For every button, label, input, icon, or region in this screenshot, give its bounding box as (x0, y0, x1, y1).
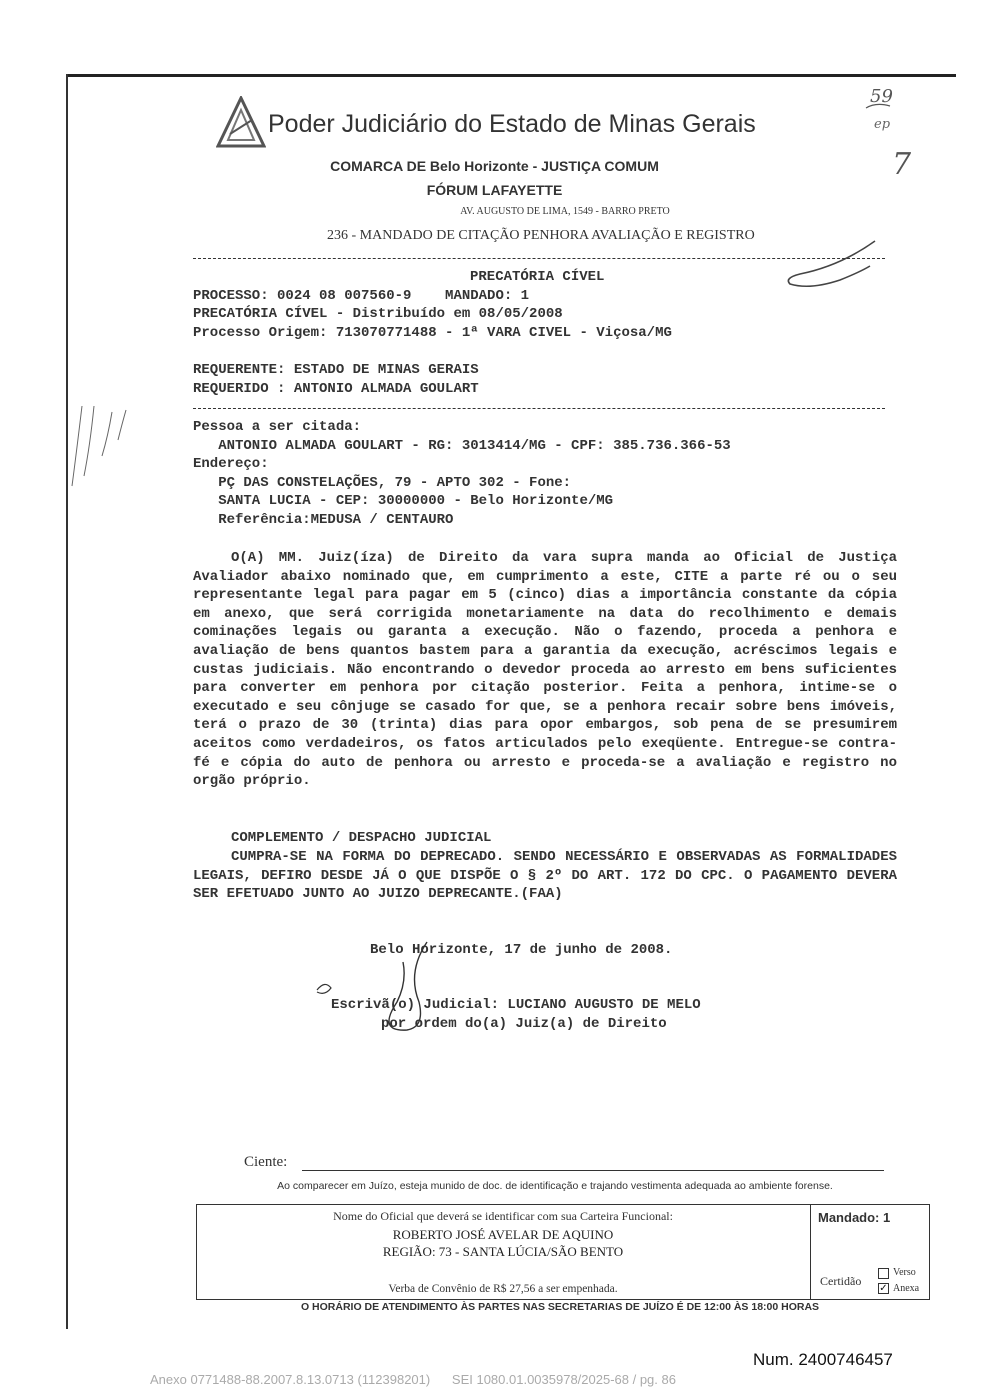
page-border-top (66, 74, 956, 77)
case-requerente: REQUERENTE: ESTADO DE MINAS GERAIS (193, 362, 479, 378)
complement-heading: COMPLEMENTO / DESPACHO JUDICIAL (231, 830, 492, 846)
handwritten-check-mark (780, 236, 890, 291)
separator-line (193, 408, 885, 409)
verso-label: Verso (893, 1267, 916, 1278)
ciente-note: Ao comparecer em Juízo, esteja munido de doc. de identificação e trajando vestimenta adequada ao ambiente forense. (277, 1180, 833, 1192)
ciente-label: Ciente: (244, 1154, 288, 1170)
case-requerido: REQUERIDO : ANTONIO ALMADA GOULART (193, 381, 479, 397)
court-address: AV. AUGUSTO DE LIMA, 1549 - BARRO PRETO (460, 206, 670, 217)
complement-text: CUMPRA-SE NA FORMA DO DEPRECADO. SENDO NECESSÁRIO E OBSERVADAS AS FORMALIDADES LEGAIS, DEFIRO DESDE JÁ O QUE DISPÕE O § 2º DO ART. 172 DO CPC. O PAGAMENTO DEVERA SER EFETUADO JUNTO AO JUIZO DEPRECANTE.(FAA) (193, 849, 897, 903)
page-border-left (66, 74, 68, 1329)
person-reference: Referência:MEDUSA / CENTAURO (193, 512, 454, 528)
case-distribuido: PRECATÓRIA CÍVEL - Distribuído em 08/05/2008 (193, 306, 563, 322)
person-label: Pessoa a ser citada: (193, 419, 362, 435)
person-address-line2: SANTA LUCIA - CEP: 30000000 - Belo Horizonte/MG (193, 493, 614, 509)
person-name: ANTONIO ALMADA GOULART - RG: 3013414/MG - CPF: 385.736.366-53 (193, 438, 731, 454)
case-processo: PROCESSO: 0024 08 007560-9 MANDADO: 1 (193, 288, 530, 304)
person-address-label: Endereço: (193, 456, 269, 472)
svg-text:59: 59 (870, 86, 893, 107)
officer-box-divider (810, 1204, 811, 1300)
handwritten-page-number (840, 84, 930, 184)
handwritten-side-note (62, 396, 134, 490)
signature (307, 932, 477, 1042)
officer-region: REGIÃO: 73 - SANTA LÚCIA/SÃO BENTO (382, 1244, 624, 1259)
certidao-label: Certidão (820, 1274, 862, 1288)
document-number: Num. 2400746457 (753, 1350, 893, 1369)
comarca-heading: COMARCA DE Belo Horizonte - JUSTIÇA COMUM (330, 158, 659, 174)
annex-footer: Anexo 0771488-88.2007.8.13.0713 (112398201) SEI 1080.01.0035978/2025-68 / pg. 86 (150, 1372, 676, 1387)
closing-date: Belo Horizonte, 17 de junho de 2008. (370, 942, 673, 958)
verso-checkbox[interactable] (878, 1268, 889, 1279)
judiciary-logo-icon (216, 96, 266, 150)
officer-title: Nome do Oficial que deverá se identificar com sua Carteira Funcional: (333, 1209, 673, 1223)
officer-name: ROBERTO JOSÉ AVELAR DE AQUINO (392, 1227, 614, 1242)
verba-note: Verba de Convênio de R$ 27,56 a ser empenhada. (388, 1283, 618, 1295)
document-type: 236 - MANDADO DE CITAÇÃO PENHORA AVALIAÇÃO E REGISTRO (327, 228, 755, 243)
order-paragraph: O(A) MM. Juiz(íza) de Direito da vara supra manda ao Oficial de Justiça Avaliador abaixo nominado que, em cumprimento a este, CITE a parte ré ou o seu representante legal para pagar em 5 (cinco) dias a importância constante da cópia em anexo, que será corrigida monetariamente na data do recolhimento e demais cominações legais ou garanta a execução. Não o fazendo, proceda a penhora e avaliação de bens quantos bastem para a garantia da execução, acréscimos legais e custas judiciais. Não encontrando o devedor proceda ao arresto em bens suficientes para converter em penhora por citação posterior. Feita a penhora, intime-se o executado e seu cônjuge se casado for que, se a penhora recair sobre bens imóveis, terá o prazo de 30 (trinta) dias para opor embargos, sob pena de se presumirem aceitos como verdadeiros, os fatos articulados pelo exeqüente. Entregue-se contra-fé e cópia do auto de penhora ou arresto e proceda-se a avaliação e registro no orgão próprio. (193, 550, 897, 790)
org-title: Poder Judiciário do Estado de Minas Gerais (268, 110, 756, 138)
svg-text:ep: ep (874, 117, 891, 132)
ordem-line: por ordem do(a) Juiz(a) de Direito (381, 1016, 667, 1032)
anexa-label: Anexa (893, 1283, 920, 1294)
separator-line (193, 258, 885, 259)
svg-text:7: 7 (892, 147, 912, 182)
anexa-checkbox[interactable]: ✓ (879, 1283, 888, 1294)
escriva-line: Escrivã(o) Judicial: LUCIANO AUGUSTO DE MELO (331, 997, 701, 1013)
forum-heading: FÓRUM LAFAYETTE (426, 182, 563, 198)
case-origem: Processo Origem: 713070771488 - 1ª VARA CIVEL - Viçosa/MG (193, 325, 672, 341)
person-address-line1: PÇ DAS CONSTELAÇÕES, 79 - APTO 302 - Fone: (193, 475, 572, 491)
hours-note: O HORÁRIO DE ATENDIMENTO ÀS PARTES NAS SECRETARIAS DE JUÍZO É DE 12:00 ÀS 18:00 HORAS (300, 1301, 820, 1313)
case-heading: PRECATÓRIA CÍVEL (470, 269, 605, 285)
mandado-label: Mandado: 1 (818, 1210, 891, 1225)
ciente-signature-line (302, 1170, 884, 1171)
